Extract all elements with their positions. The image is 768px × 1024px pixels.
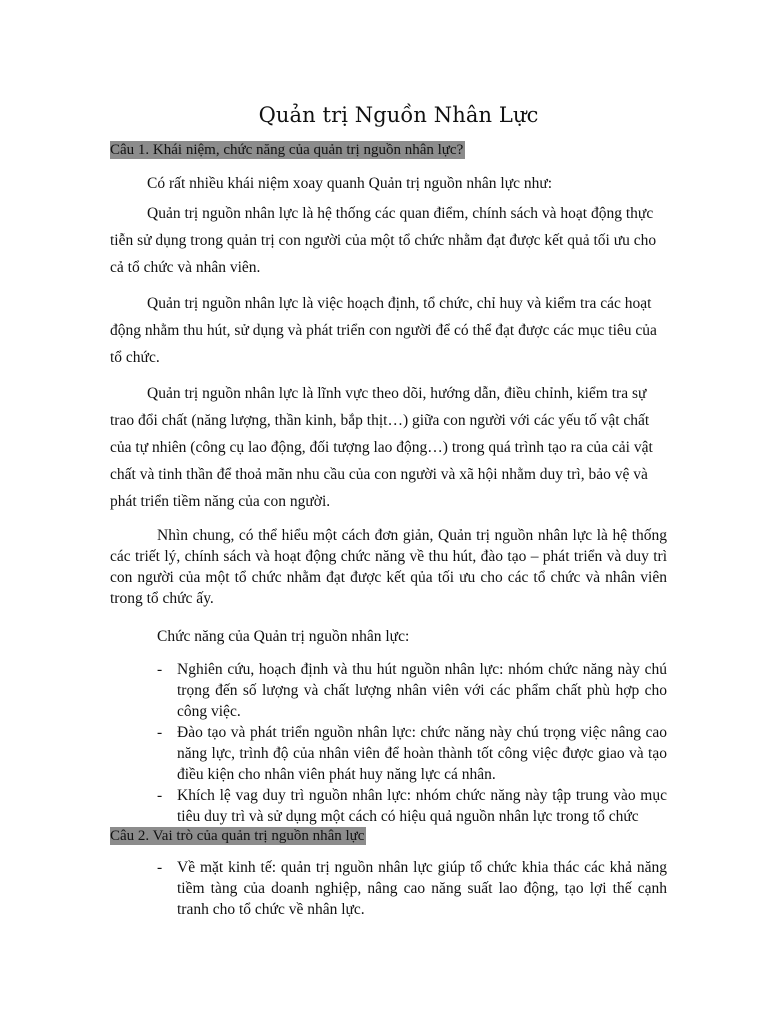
roles-list [110,857,667,920]
list-item: - Khích lệ vag duy trì nguồn nhân lực: nhóm chức năng này tập trung vào mục tiêu duy trì và sử dụng một cách có hiệu quả nguồn nhân lực trong tổ chức [157,785,667,827]
summary-paragraph: Nhìn chung, có thể hiểu một cách đơn giản, Quản trị nguồn nhân lực là hệ thống các triết lý, chính sách và hoạt động chức năng về thu hút, đào tạo – phát triển và duy trì con người của một tổ chức nhằm đạt được kết qủa tối ưu cho các tổ chức và nhân viên trong tổ chức ấy. [110,527,667,607]
functions-intro: Chức năng của Quản trị nguồn nhân lực: [157,628,410,645]
list-item: - Nghiên cứu, hoạch định và thu hút nguồn nhân lực: nhóm chức năng này chú trọng đến số lượng và chất lượng nhân viên với các phẩm chất phù hợp cho công việc. [157,659,667,722]
section-1-intro: Có rất nhiều khái niệm xoay quanh Quản trị nguồn nhân lực như: [147,175,553,192]
document-title: Quản trị Nguồn Nhân Lực [258,103,539,127]
section-1-heading-text: Câu 1. Khái niệm, chức năng của quản trị nguồn nhân lực? [110,142,464,158]
section-2-heading [110,827,667,845]
definition-paragraph: Quản trị nguồn nhân lực là hệ thống các quan điểm, chính sách và hoạt động thực tiễn sử dụng trong quản trị con người của một tổ chức nhằm đạt được kết quả tối ưu cho cả tổ chức và nhân viên. [110,205,657,276]
list-item: - Về mặt kinh tế: quản trị nguồn nhân lực giúp tổ chức khia thác các khả năng tiềm tàng của doanh nghiệp, nâng cao năng suất lao động, tạo lợi thế cạnh tranh cho tổ chức về nhân lực. [157,857,667,920]
list-item: - Đào tạo và phát triển nguồn nhân lực: chức năng này chú trọng việc nâng cao năng lực, trình độ của nhân viên để hoàn thành tốt công việc được giao và tạo điều kiện cho nhân viên phát huy năng lực cá nhân. [157,722,667,785]
functions-list [110,659,667,827]
definition-paragraph: Quản trị nguồn nhân lực là lĩnh vực theo dõi, hướng dẫn, điều chỉnh, kiểm tra sự trao đổi chất (năng lượng, thần kinh, bắp thịt…) giữa con người với các yếu tố vật chất của tự nhiên (công cụ lao động, đối tượng lao động…) trong quá trình tạo ra của cải vật chất và tinh thần để thoả mãn nhu cầu của con người và xã hội nhằm duy trì, bảo vệ và phát triển tiềm năng của con người. [110,385,653,510]
section-1-heading [110,141,667,159]
section-2-heading-text: Câu 2. Vai trò của quản trị nguồn nhân lực [110,828,365,844]
definition-paragraph: Quản trị nguồn nhân lực là việc hoạch định, tổ chức, chỉ huy và kiểm tra các hoạt động nhằm thu hút, sử dụng và phát triển con người để có thể đạt được các mục tiêu của tổ chức. [110,295,657,366]
